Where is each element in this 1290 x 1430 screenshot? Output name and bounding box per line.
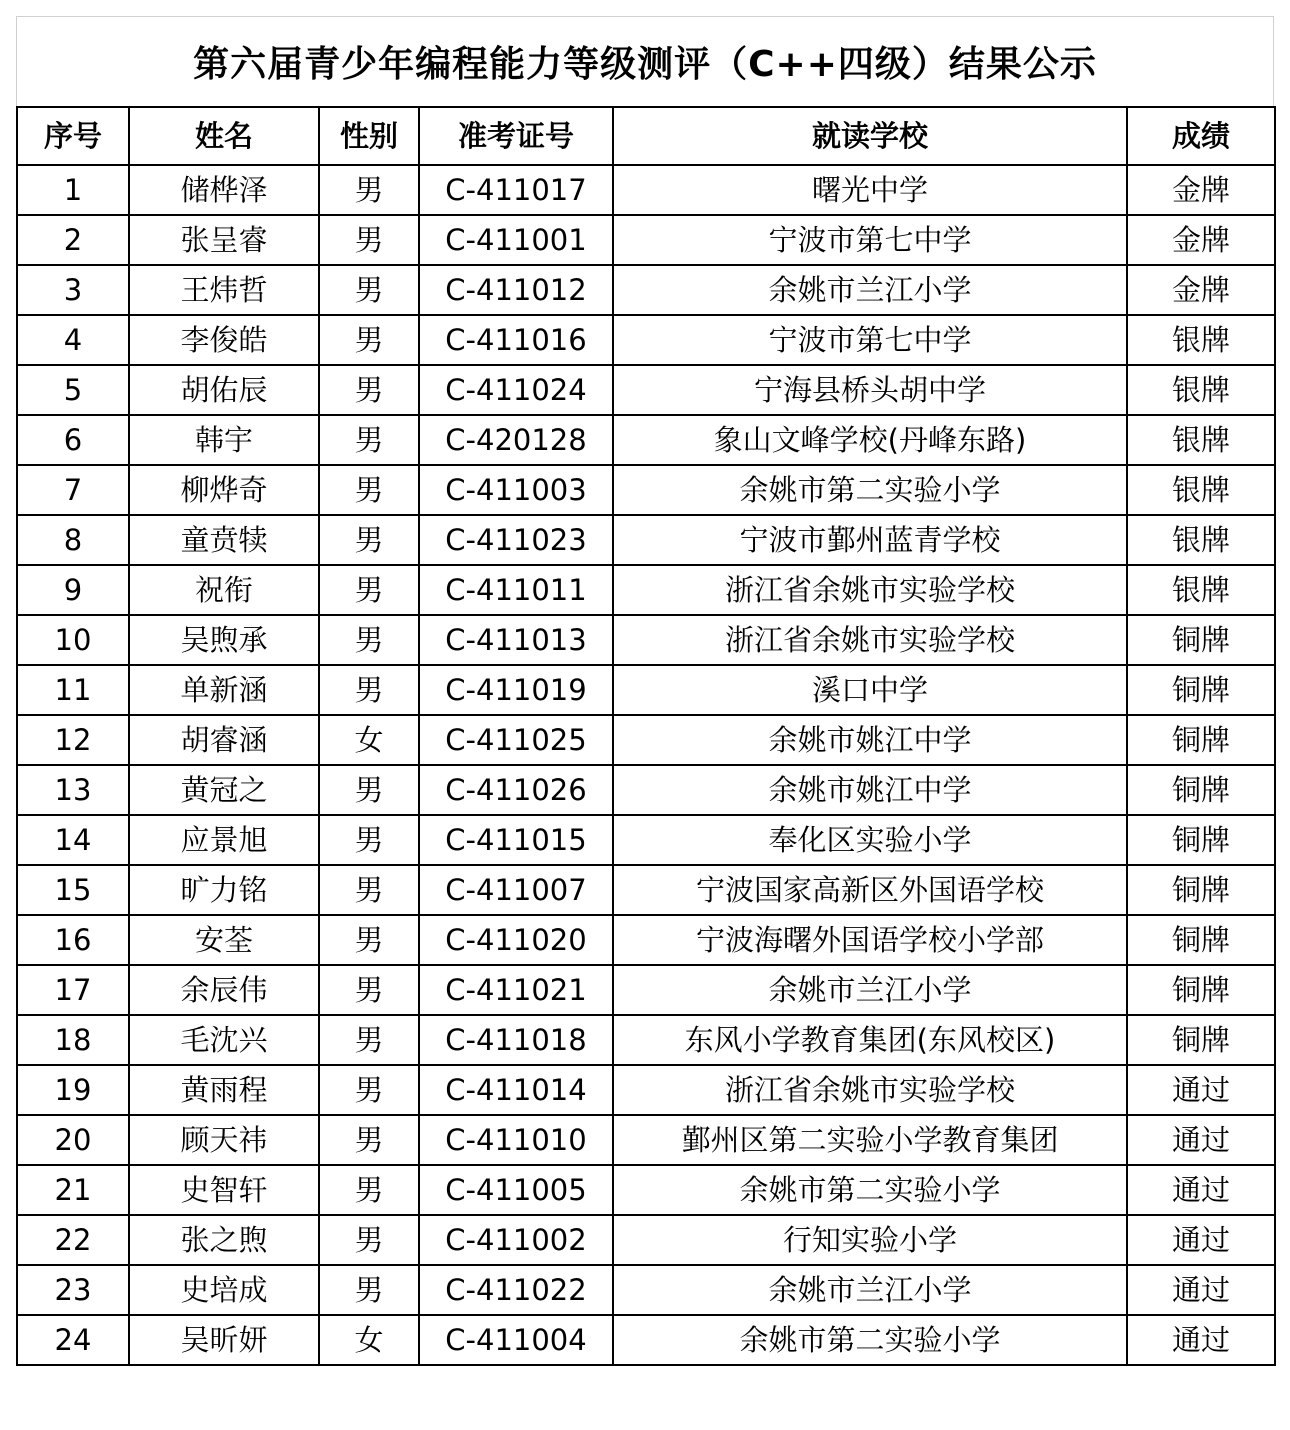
cell-school: 宁海县桥头胡中学 [613, 365, 1127, 415]
cell-index: 14 [17, 815, 129, 865]
cell-name: 毛沈兴 [129, 1015, 319, 1065]
cell-result: 银牌 [1127, 315, 1275, 365]
cell-ticket-number: C-411016 [419, 315, 613, 365]
cell-name: 安荃 [129, 915, 319, 965]
table-row [17, 165, 1275, 215]
cell-gender: 男 [319, 465, 419, 515]
cell-result: 通过 [1127, 1065, 1275, 1115]
cell-result: 银牌 [1127, 465, 1275, 515]
page-title: 第六届青少年编程能力等级测评（C++四级）结果公示 [16, 16, 1274, 106]
cell-index: 10 [17, 615, 129, 665]
cell-result: 金牌 [1127, 215, 1275, 265]
cell-school: 东风小学教育集团(东风校区) [613, 1015, 1127, 1065]
cell-result: 铜牌 [1127, 865, 1275, 915]
cell-school: 象山文峰学校(丹峰东路) [613, 415, 1127, 465]
cell-index: 21 [17, 1165, 129, 1215]
cell-school: 余姚市第二实验小学 [613, 1165, 1127, 1215]
cell-index: 11 [17, 665, 129, 715]
cell-gender: 男 [319, 765, 419, 815]
table-row [17, 315, 1275, 365]
cell-school: 鄞州区第二实验小学教育集团 [613, 1115, 1127, 1165]
cell-gender: 女 [319, 715, 419, 765]
cell-ticket-number: C-411025 [419, 715, 613, 765]
cell-gender: 男 [319, 315, 419, 365]
cell-gender: 男 [319, 965, 419, 1015]
cell-school: 宁波市鄞州蓝青学校 [613, 515, 1127, 565]
cell-index: 19 [17, 1065, 129, 1115]
cell-school: 宁波市第七中学 [613, 315, 1127, 365]
cell-ticket-number: C-411002 [419, 1215, 613, 1265]
cell-gender: 男 [319, 665, 419, 715]
cell-result: 银牌 [1127, 365, 1275, 415]
cell-result: 铜牌 [1127, 715, 1275, 765]
table-row [17, 715, 1275, 765]
cell-school: 宁波市第七中学 [613, 215, 1127, 265]
cell-school: 余姚市姚江中学 [613, 765, 1127, 815]
cell-school: 余姚市第二实验小学 [613, 465, 1127, 515]
table-row [17, 865, 1275, 915]
cell-index: 16 [17, 915, 129, 965]
header-result: 成绩 [1127, 107, 1275, 165]
table-row [17, 1015, 1275, 1065]
cell-name: 单新涵 [129, 665, 319, 715]
cell-ticket-number: C-411024 [419, 365, 613, 415]
cell-gender: 男 [319, 615, 419, 665]
cell-school: 溪口中学 [613, 665, 1127, 715]
cell-gender: 男 [319, 915, 419, 965]
cell-index: 13 [17, 765, 129, 815]
cell-ticket-number: C-411005 [419, 1165, 613, 1215]
cell-name: 张呈睿 [129, 215, 319, 265]
cell-gender: 男 [319, 1015, 419, 1065]
table-row [17, 1315, 1275, 1365]
cell-ticket-number: C-411014 [419, 1065, 613, 1115]
cell-result: 铜牌 [1127, 665, 1275, 715]
table-row [17, 215, 1275, 265]
cell-school: 曙光中学 [613, 165, 1127, 215]
cell-result: 通过 [1127, 1165, 1275, 1215]
cell-result: 金牌 [1127, 165, 1275, 215]
cell-name: 李俊皓 [129, 315, 319, 365]
cell-result: 通过 [1127, 1115, 1275, 1165]
table-row [17, 1215, 1275, 1265]
table-row [17, 1265, 1275, 1315]
cell-ticket-number: C-411019 [419, 665, 613, 715]
cell-name: 史智轩 [129, 1165, 319, 1215]
cell-name: 胡佑辰 [129, 365, 319, 415]
cell-school: 余姚市兰江小学 [613, 1265, 1127, 1315]
cell-result: 铜牌 [1127, 965, 1275, 1015]
cell-school: 浙江省余姚市实验学校 [613, 565, 1127, 615]
cell-result: 金牌 [1127, 265, 1275, 315]
cell-name: 吴煦承 [129, 615, 319, 665]
cell-result: 铜牌 [1127, 915, 1275, 965]
cell-ticket-number: C-411018 [419, 1015, 613, 1065]
cell-name: 黄雨程 [129, 1065, 319, 1115]
cell-school: 宁波海曙外国语学校小学部 [613, 915, 1127, 965]
cell-gender: 男 [319, 215, 419, 265]
cell-school: 余姚市兰江小学 [613, 965, 1127, 1015]
cell-ticket-number: C-411003 [419, 465, 613, 515]
cell-gender: 男 [319, 1065, 419, 1115]
cell-name: 余辰伟 [129, 965, 319, 1015]
cell-result: 铜牌 [1127, 615, 1275, 665]
cell-name: 王炜哲 [129, 265, 319, 315]
cell-school: 浙江省余姚市实验学校 [613, 615, 1127, 665]
cell-gender: 男 [319, 815, 419, 865]
cell-result: 铜牌 [1127, 765, 1275, 815]
cell-ticket-number: C-411021 [419, 965, 613, 1015]
cell-school: 余姚市姚江中学 [613, 715, 1127, 765]
header-gender: 性别 [319, 107, 419, 165]
cell-ticket-number: C-411007 [419, 865, 613, 915]
cell-ticket-number: C-411017 [419, 165, 613, 215]
cell-name: 胡睿涵 [129, 715, 319, 765]
cell-ticket-number: C-411011 [419, 565, 613, 615]
cell-ticket-number: C-420128 [419, 415, 613, 465]
cell-gender: 男 [319, 1265, 419, 1315]
cell-index: 8 [17, 515, 129, 565]
cell-name: 张之煦 [129, 1215, 319, 1265]
cell-result: 通过 [1127, 1315, 1275, 1365]
table-row [17, 665, 1275, 715]
cell-name: 吴昕妍 [129, 1315, 319, 1365]
cell-gender: 男 [319, 1215, 419, 1265]
cell-gender: 男 [319, 515, 419, 565]
cell-index: 1 [17, 165, 129, 215]
cell-gender: 男 [319, 865, 419, 915]
table-body [17, 165, 1275, 1365]
cell-gender: 男 [319, 565, 419, 615]
header-name: 姓名 [129, 107, 319, 165]
cell-gender: 男 [319, 1115, 419, 1165]
cell-index: 17 [17, 965, 129, 1015]
cell-ticket-number: C-411023 [419, 515, 613, 565]
results-table [16, 106, 1276, 1366]
table-row [17, 515, 1275, 565]
table-row [17, 565, 1275, 615]
cell-result: 银牌 [1127, 565, 1275, 615]
cell-index: 24 [17, 1315, 129, 1365]
cell-ticket-number: C-411013 [419, 615, 613, 665]
header-school: 就读学校 [613, 107, 1127, 165]
header-ticket-number: 准考证号 [419, 107, 613, 165]
table-row [17, 265, 1275, 315]
cell-gender: 男 [319, 265, 419, 315]
table-row [17, 765, 1275, 815]
cell-name: 顾天祎 [129, 1115, 319, 1165]
table-row [17, 1165, 1275, 1215]
cell-result: 铜牌 [1127, 1015, 1275, 1065]
cell-result: 银牌 [1127, 515, 1275, 565]
table-row [17, 965, 1275, 1015]
cell-index: 22 [17, 1215, 129, 1265]
table-row [17, 915, 1275, 965]
cell-result: 通过 [1127, 1265, 1275, 1315]
cell-name: 储桦泽 [129, 165, 319, 215]
table-row [17, 615, 1275, 665]
cell-index: 4 [17, 315, 129, 365]
cell-index: 7 [17, 465, 129, 515]
cell-gender: 男 [319, 1165, 419, 1215]
table-header-row [17, 107, 1275, 165]
cell-ticket-number: C-411010 [419, 1115, 613, 1165]
cell-ticket-number: C-411012 [419, 265, 613, 315]
header-index: 序号 [17, 107, 129, 165]
cell-name: 旷力铭 [129, 865, 319, 915]
table-row [17, 465, 1275, 515]
cell-name: 史培成 [129, 1265, 319, 1315]
cell-result: 铜牌 [1127, 815, 1275, 865]
cell-index: 3 [17, 265, 129, 315]
table-row [17, 1065, 1275, 1115]
cell-name: 应景旭 [129, 815, 319, 865]
cell-school: 行知实验小学 [613, 1215, 1127, 1265]
cell-gender: 男 [319, 365, 419, 415]
cell-school: 余姚市第二实验小学 [613, 1315, 1127, 1365]
cell-ticket-number: C-411015 [419, 815, 613, 865]
cell-result: 银牌 [1127, 415, 1275, 465]
cell-name: 柳烨奇 [129, 465, 319, 515]
cell-school: 余姚市兰江小学 [613, 265, 1127, 315]
cell-index: 12 [17, 715, 129, 765]
cell-school: 奉化区实验小学 [613, 815, 1127, 865]
cell-index: 15 [17, 865, 129, 915]
cell-index: 5 [17, 365, 129, 415]
cell-school: 宁波国家高新区外国语学校 [613, 865, 1127, 915]
cell-gender: 男 [319, 165, 419, 215]
cell-index: 18 [17, 1015, 129, 1065]
cell-name: 祝衔 [129, 565, 319, 615]
cell-result: 通过 [1127, 1215, 1275, 1265]
cell-gender: 女 [319, 1315, 419, 1365]
cell-index: 23 [17, 1265, 129, 1315]
table-row [17, 1115, 1275, 1165]
cell-name: 童贲犊 [129, 515, 319, 565]
cell-ticket-number: C-411001 [419, 215, 613, 265]
cell-school: 浙江省余姚市实验学校 [613, 1065, 1127, 1115]
cell-index: 2 [17, 215, 129, 265]
cell-ticket-number: C-411026 [419, 765, 613, 815]
table-row [17, 415, 1275, 465]
cell-index: 9 [17, 565, 129, 615]
cell-name: 韩宇 [129, 415, 319, 465]
table-row [17, 815, 1275, 865]
cell-index: 20 [17, 1115, 129, 1165]
cell-ticket-number: C-411022 [419, 1265, 613, 1315]
cell-ticket-number: C-411004 [419, 1315, 613, 1365]
table-row [17, 365, 1275, 415]
cell-gender: 男 [319, 415, 419, 465]
cell-index: 6 [17, 415, 129, 465]
cell-ticket-number: C-411020 [419, 915, 613, 965]
cell-name: 黄冠之 [129, 765, 319, 815]
results-sheet [16, 16, 1274, 1366]
